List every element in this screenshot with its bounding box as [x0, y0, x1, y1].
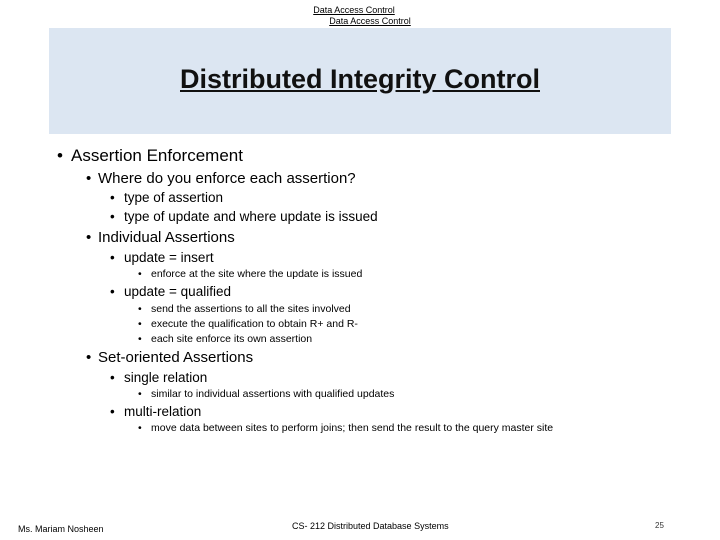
- bullet-dot-icon: •: [110, 209, 115, 224]
- bullet-dot-icon: •: [138, 422, 142, 434]
- bullet-item: • Assertion Enforcement: [57, 146, 243, 165]
- bullet-dot-icon: •: [110, 250, 115, 265]
- bullet-dot-icon: •: [57, 146, 63, 165]
- header-line-1: Data Access Control: [313, 5, 395, 15]
- bullet-dot-icon: •: [110, 190, 115, 205]
- bullet-dot-icon: •: [138, 388, 142, 400]
- bullet-item: • single relation: [110, 370, 208, 385]
- bullet-dot-icon: •: [138, 268, 142, 280]
- bullet-item: • multi-relation: [110, 404, 202, 419]
- bullet-item: • execute the qualification to obtain R+ and R-: [138, 318, 358, 330]
- slide-title: Distributed Integrity Control: [180, 64, 540, 94]
- bullet-dot-icon: •: [86, 349, 92, 366]
- bullet-item: • move data between sites to perform joins; then send the result to the query master site: [138, 422, 554, 434]
- bullet-dot-icon: •: [110, 284, 115, 299]
- bullet-dot-icon: •: [138, 318, 142, 330]
- bullet-item: • Set-oriented Assertions: [86, 349, 254, 366]
- footer-page-number: 25: [655, 521, 664, 530]
- footer-author: Ms. Mariam Nosheen: [18, 524, 104, 534]
- footer-course: CS- 212 Distributed Database Systems: [292, 521, 449, 531]
- bullet-item: • update = insert: [110, 250, 214, 265]
- bullet-item: • update = qualified: [110, 284, 231, 299]
- bullet-dot-icon: •: [110, 404, 115, 419]
- bullet-item: • type of update and where update is issued: [110, 209, 378, 224]
- bullet-dot-icon: •: [86, 170, 92, 187]
- bullet-dot-icon: •: [138, 303, 142, 315]
- bullet-item: • send the assertions to all the sites involved: [138, 303, 351, 315]
- bullet-dot-icon: •: [86, 229, 92, 246]
- bullet-dot-icon: •: [138, 333, 142, 345]
- bullet-item: • Where do you enforce each assertion?: [86, 170, 356, 187]
- bullet-item: • Individual Assertions: [86, 229, 235, 246]
- bullet-dot-icon: •: [110, 370, 115, 385]
- header-line-2: Data Access Control: [329, 16, 411, 26]
- bullet-item: • enforce at the site where the update is issued: [138, 268, 363, 280]
- bullet-item: • similar to individual assertions with qualified updates: [138, 388, 395, 400]
- bullet-item: • type of assertion: [110, 190, 224, 205]
- bullet-item: • each site enforce its own assertion: [138, 333, 313, 345]
